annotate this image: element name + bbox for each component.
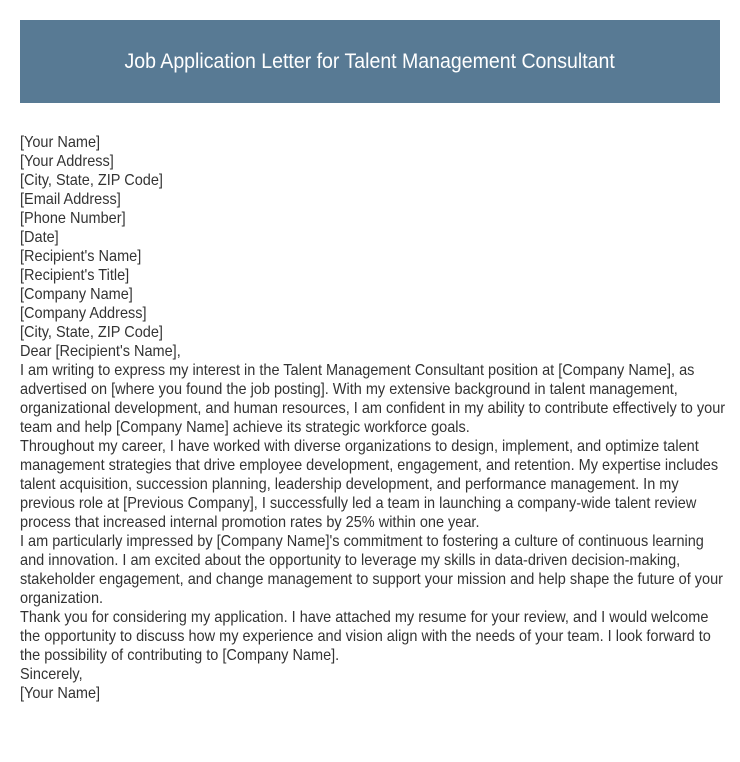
sender-name: [Your Name] xyxy=(20,134,101,151)
recipient-city-state-zip: [City, State, ZIP Code] xyxy=(20,324,163,341)
letter-header xyxy=(20,20,720,103)
sender-city-state-zip: [City, State, ZIP Code] xyxy=(20,172,163,189)
paragraph-intro: I am writing to express my interest in the Talent Management Consultant position at [Company Name], as advertised on [where you found the job posting]. With my extensive background in talent management, organizational development, and human resources, I am confident in my ability to contribute effectively to your team and help [Company Name] achieve its strategic workforce goals. xyxy=(20,362,726,436)
signature: [Your Name] xyxy=(20,685,101,702)
signoff-block xyxy=(20,665,725,703)
recipient-title: [Recipient's Title] xyxy=(20,267,130,284)
recipient-company-address: [Company Address] xyxy=(20,305,147,322)
closing: Sincerely, xyxy=(20,666,83,683)
recipient-name: [Recipient's Name] xyxy=(20,248,142,265)
sender-address: [Your Address] xyxy=(20,153,114,170)
sender-phone: [Phone Number] xyxy=(20,210,126,227)
paragraph-closing: Thank you for considering my application. I have attached my resume for your review, and I would welcome the opportunity to discuss how my experience and vision align with the needs of your team. I look forward to the possibility of contributing to [Company Name]. xyxy=(20,609,711,664)
recipient-company: [Company Name] xyxy=(20,286,133,303)
sender-email: [Email Address] xyxy=(20,191,121,208)
sender-block xyxy=(20,133,725,361)
salutation: Dear [Recipient's Name], xyxy=(20,343,181,360)
letter-body xyxy=(20,133,725,703)
paragraph-company-fit: I am particularly impressed by [Company Name]'s commitment to fostering a culture of continuous learning and innovation. I am excited about the opportunity to leverage my skills in data-driven decision-making, stakeholder engagement, and change management to support your mission and help shape the future of your organization. xyxy=(20,533,724,607)
letter-date: [Date] xyxy=(20,229,59,246)
page-title: Job Application Letter for Talent Management Consultant xyxy=(124,49,616,73)
paragraph-experience: Throughout my career, I have worked with diverse organizations to design, implement, and optimize talent management strategies that drive employee development, engagement, and retention. My expertise includes talent acquisition, succession planning, leadership development, and performance management. In my previous role at [Previous Company], I successfully led a team in launching a company-wide talent review process that increased internal promotion rates by 25% within one year. xyxy=(20,438,719,531)
